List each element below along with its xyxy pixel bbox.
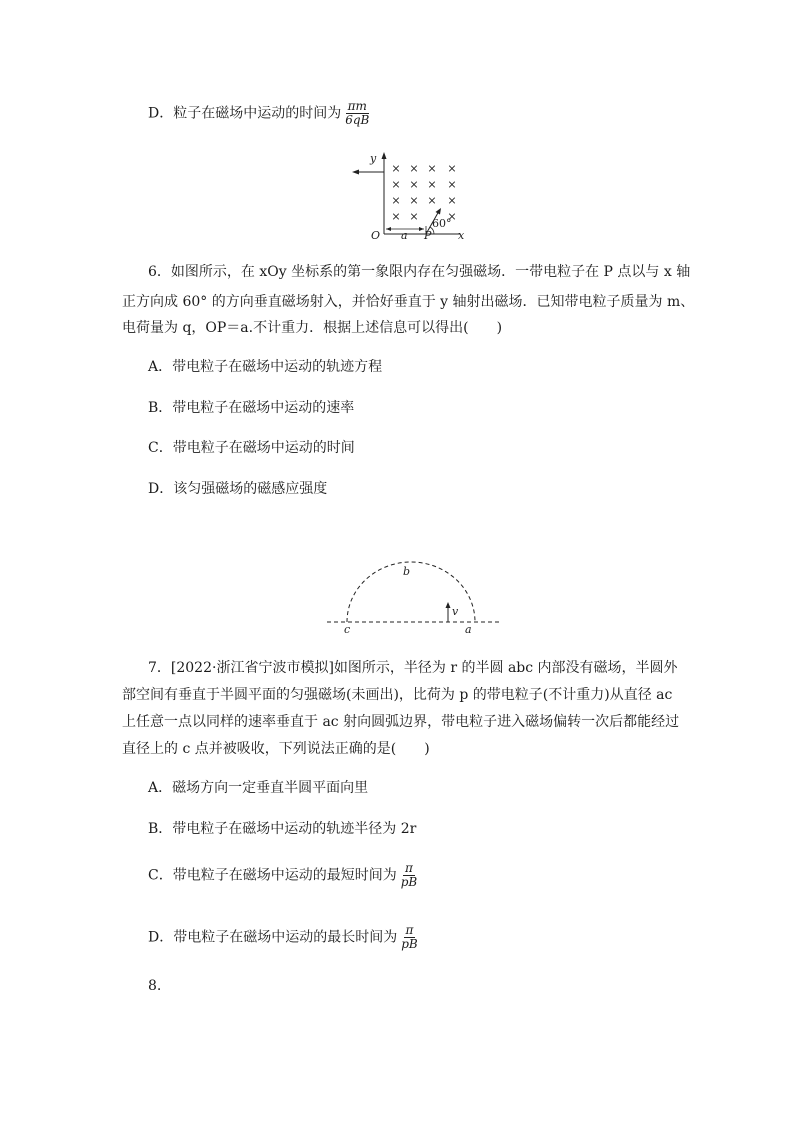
- field-cross: ×: [391, 178, 401, 191]
- field-cross: ×: [447, 194, 457, 207]
- fraction-denominator: pB: [401, 937, 418, 951]
- figure-semicircle: [325, 555, 505, 637]
- axis-label-y: y: [370, 152, 377, 165]
- q7-option-c-fraction: [399, 862, 420, 889]
- field-cross: ×: [409, 162, 419, 175]
- q7-option-c-text: C．带电粒子在磁场中运动的最短时间为: [148, 867, 397, 884]
- origin-label: O: [371, 229, 381, 242]
- q6-option-d: D．该匀强磁场的磁感应强度: [148, 481, 328, 497]
- angle-label: 60°: [432, 217, 452, 230]
- q7-stem-line-2: 部空间有垂直于半圆平面的匀强磁场(未画出)，比荷为 p 的带电粒子(不计重力)从直径 ac: [122, 687, 673, 703]
- q7-option-b: B．带电粒子在磁场中运动的轨迹半径为 2r: [148, 821, 417, 837]
- field-cross: ×: [409, 210, 419, 223]
- point-label-a: a: [465, 623, 472, 636]
- fraction-denominator: pB: [400, 875, 418, 889]
- q5-option-d: [148, 100, 371, 127]
- field-cross: ×: [447, 178, 457, 191]
- field-cross: ×: [427, 178, 437, 191]
- point-label-p: P: [424, 229, 432, 242]
- q5-option-d-letter: D．: [148, 105, 174, 122]
- q7-stem-line-1: 7．[2022·浙江省宁波市模拟]如图所示，半径为 r 的半圆 abc 内部没有磁场，半圆外: [148, 660, 678, 676]
- q6-stem-line-3: 电荷量为 q，OP＝a.不计重力．根据上述信息可以得出( ): [122, 320, 503, 336]
- q6-option-c: C．带电粒子在磁场中运动的时间: [148, 440, 355, 456]
- fraction-numerator: π: [405, 861, 413, 875]
- q5-option-d-fraction: [343, 100, 371, 127]
- q6-option-a: A．带电粒子在磁场中运动的轨迹方程: [148, 359, 383, 375]
- q7-stem-line-3: 上任意一点以同样的速率垂直于 ac 射向圆弧边界，带电粒子进入磁场偏转一次后都能经过: [122, 714, 680, 730]
- field-cross: ×: [427, 162, 437, 175]
- field-cross: ×: [391, 194, 401, 207]
- field-cross: ×: [447, 210, 457, 223]
- figure-magnetic-field-quadrant: [350, 150, 480, 245]
- field-cross: ×: [409, 178, 419, 191]
- q7-option-d: [148, 924, 420, 951]
- field-cross: ×: [409, 194, 419, 207]
- fraction-denominator: 6qB: [345, 113, 370, 127]
- q6-stem-line-1: 6．如图所示，在 xOy 坐标系的第一象限内存在匀强磁场．一带电粒子在 P 点以与 x 轴: [148, 264, 691, 280]
- q6-option-b: B．带电粒子在磁场中运动的速率: [148, 400, 355, 416]
- fraction-numerator: πm: [347, 99, 367, 113]
- point-label-c: c: [344, 623, 351, 636]
- q7-option-c: [148, 862, 419, 889]
- point-label-b: b: [403, 565, 411, 578]
- axis-label-x: x: [458, 229, 465, 242]
- q5-option-d-text: 粒子在磁场中运动的时间为: [173, 105, 342, 122]
- field-cross: ×: [427, 194, 437, 207]
- field-cross: ×: [447, 162, 457, 175]
- field-cross: ×: [391, 210, 401, 223]
- q7-option-d-fraction: [399, 924, 420, 951]
- q7-option-d-text: D．带电粒子在磁场中运动的最长时间为: [148, 929, 398, 946]
- q7-stem-line-4: 直径上的 c 点并被吸收，下列说法正确的是( ): [122, 741, 430, 757]
- velocity-label: v: [452, 605, 459, 618]
- q7-option-a: A．磁场方向一定垂直半圆平面向里: [148, 780, 369, 796]
- q8-number: 8.: [148, 978, 162, 994]
- field-cross: ×: [391, 162, 401, 175]
- q6-stem-line-2: 正方向成 60° 的方向垂直磁场射入，并恰好垂直于 y 轴射出磁场．已知带电粒子质量为 m、: [122, 294, 695, 310]
- fraction-numerator: π: [405, 923, 414, 937]
- distance-label-a: a: [401, 229, 408, 242]
